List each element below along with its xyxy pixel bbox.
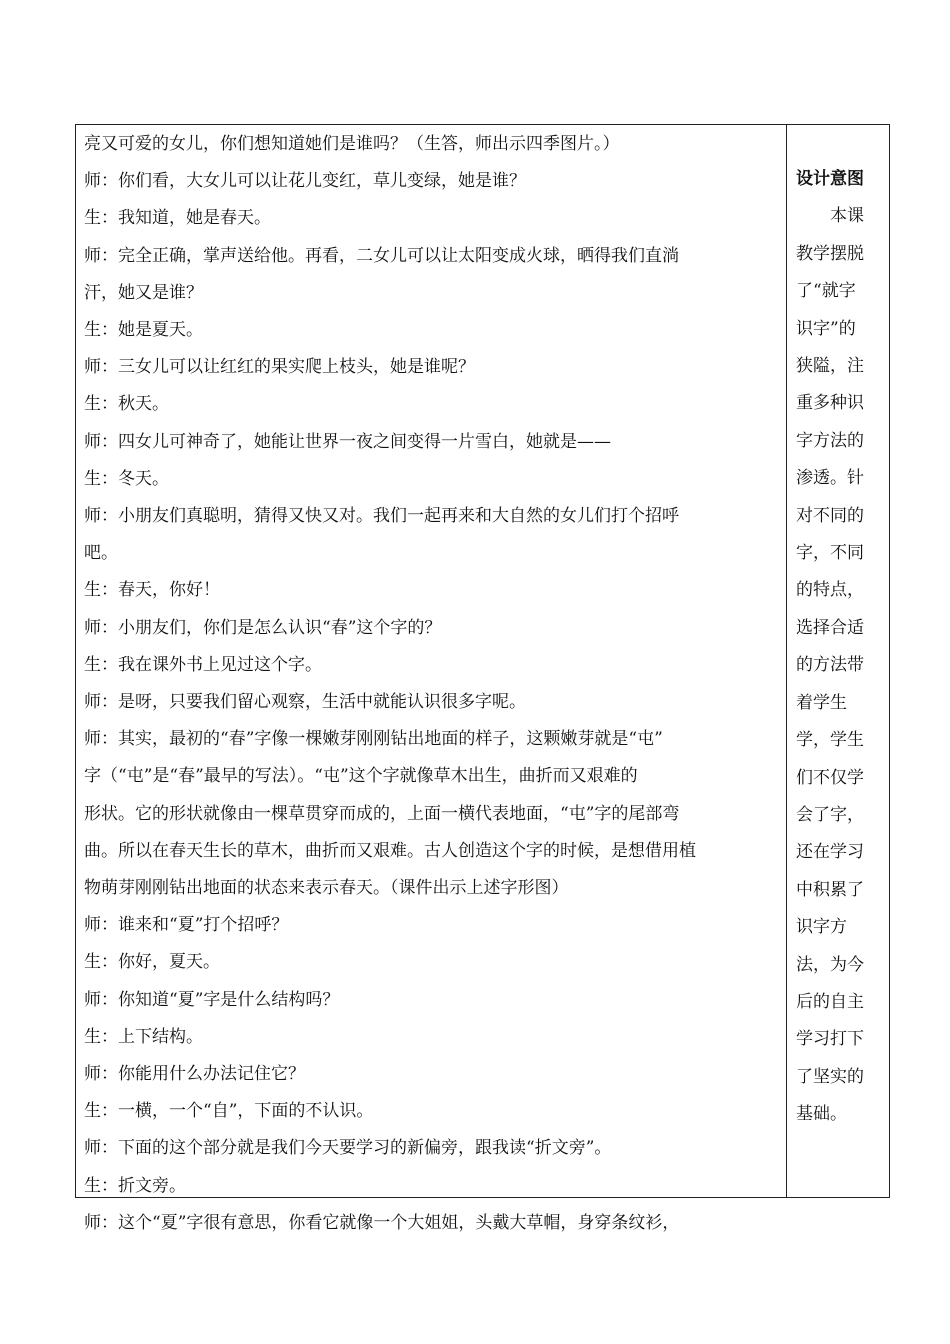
dialogue-line: 师：小朋友们，你们是怎么认识“春”这个字的？ (84, 617, 442, 638)
design-intent-line: 们不仅学 (796, 767, 864, 788)
dialogue-line: 师：四女儿可神奇了，她能让世界一夜之间变得一片雪白，她就是—— (84, 431, 611, 452)
dialogue-line: 生：冬天。 (84, 468, 169, 489)
dialogue-line: 师：你们看，大女儿可以让花儿变红，草儿变绿，她是谁？ (84, 171, 526, 192)
dialogue-line: 师：小朋友们真聪明，猜得又快又对。我们一起再来和大自然的女儿们打个招呼 (84, 506, 679, 527)
design-intent-line: 选择合适 (796, 617, 864, 638)
design-intent-line: 识字”的 (796, 318, 856, 339)
design-intent-line: 字方法的 (796, 430, 864, 451)
dialogue-line: 生：一横，一个“自”，下面的不认识。 (84, 1101, 374, 1122)
dialogue-line: 师：下面的这个部分就是我们今天要学习的新偏旁，跟我读“折文旁”。 (84, 1138, 612, 1159)
dialogue-line: 曲。所以在春天生长的草木，曲折而又艰难。古人创造这个字的时候，是想借用植 (84, 840, 696, 861)
dialogue-line: 物萌芽刚刚钻出地面的状态来表示春天。（课件出示上述字形图） (84, 878, 569, 899)
dialogue-line: 师：是呀，只要我们留心观察，生活中就能认识很多字呢。 (84, 692, 526, 713)
dialogue-line: 师：完全正确，掌声送给他。再看，二女儿可以让太阳变成火球，晒得我们直淌 (84, 245, 679, 266)
dialogue-line: 师：这个“夏”字很有意思，你看它就像一个大姐姐，头戴大草帽，身穿条纹衫， (84, 1212, 680, 1233)
dialogue-line: 汗，她又是谁？ (84, 282, 203, 303)
dialogue-column (76, 125, 787, 1233)
design-intent-line: 了坚实的 (796, 1066, 864, 1087)
design-intent-line: 法，为今 (796, 954, 864, 975)
design-intent-line: 会了字， (796, 804, 864, 825)
design-intent-column (787, 125, 889, 1197)
dialogue-line: 师：三女儿可以让红红的果实爬上枝头，她是谁呢？ (84, 357, 475, 378)
design-intent-line: 学，学生 (796, 730, 864, 751)
design-intent-line: 中积累了 (796, 879, 864, 900)
dialogue-line: 生：她是夏天。 (84, 320, 203, 341)
dialogue-line: 生：折文旁。 (84, 1175, 186, 1196)
dialogue-line: 师：你知道“夏”字是什么结构吗？ (84, 989, 340, 1010)
dialogue-line: 师：其实，最初的“春”字像一棵嫩芽刚刚钻出地面的样子，这颗嫩芽就是“屯” (84, 729, 663, 750)
lesson-plan-table (75, 124, 890, 1233)
design-intent-line: 着学生 (796, 692, 847, 713)
design-intent-line: 重多种识 (796, 393, 864, 414)
design-intent-title: 设计意图 (796, 169, 864, 189)
dialogue-line: 生：秋天。 (84, 394, 169, 415)
dialogue-line: 生：我在课外书上见过这个字。 (84, 654, 322, 675)
design-intent-line: 学习打下 (796, 1029, 864, 1050)
dialogue-line: 生：春天，你好！ (84, 580, 220, 601)
dialogue-line: 师：你能用什么办法记住它？ (84, 1064, 305, 1085)
design-intent-line: 狭隘，注 (796, 356, 864, 377)
design-intent-line: 对不同的 (796, 505, 864, 526)
dialogue-line: 吧。 (84, 543, 118, 564)
dialogue-line: 生：上下结构。 (84, 1026, 203, 1047)
design-intent-line: 基础。 (796, 1104, 847, 1125)
design-intent-line: 渗透。针 (796, 468, 864, 489)
design-intent-line: 本课 (796, 206, 864, 227)
design-intent-line: 后的自主 (796, 991, 864, 1012)
design-intent-line: 识字方 (796, 917, 847, 938)
dialogue-line: 生：我知道，她是春天。 (84, 208, 271, 229)
dialogue-line: 生：你好，夏天。 (84, 952, 220, 973)
design-intent-line: 教学摆脱 (796, 243, 864, 264)
dialogue-line: 亮又可爱的女儿，你们想知道她们是谁吗？（生答，师出示四季图片。） (84, 134, 620, 154)
design-intent-line: 的方法带 (796, 655, 864, 676)
design-intent-line: 的特点， (796, 580, 864, 601)
dialogue-line: 师：谁来和“夏”打个招呼？ (84, 915, 289, 936)
design-intent-line: 字，不同 (796, 543, 864, 564)
dialogue-line: 形状。它的形状就像由一棵草贯穿而成的，上面一横代表地面，“屯”字的尾部弯 (84, 803, 680, 824)
design-intent-line: 了“就字 (796, 281, 856, 302)
dialogue-line: 字（“屯”是“春”最早的写法）。“屯”这个字就像草木出生，曲折而又艰难的 (84, 766, 638, 787)
design-intent-line: 还在学习 (796, 842, 864, 863)
